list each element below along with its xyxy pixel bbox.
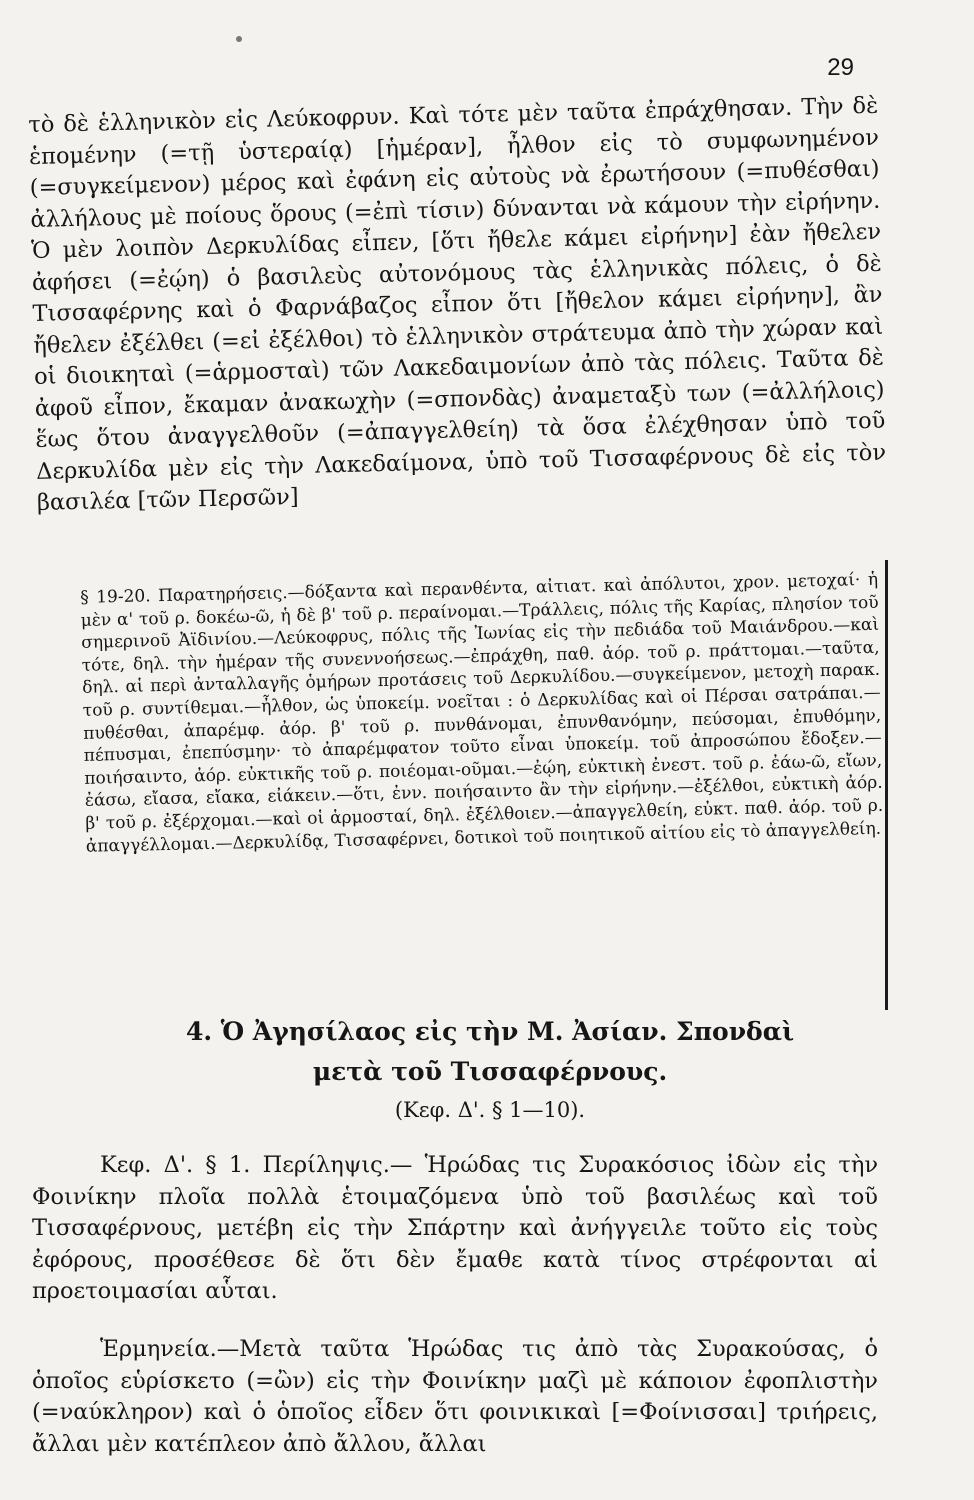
scan-dot-mark [236,36,242,42]
margin-rule [885,560,888,1010]
grammatical-notes [30,569,884,859]
notes-paragraph: § 19-20. Παρατηρήσεις.—δόξαντα καὶ περανθέντα, αἰτιατ. καὶ ἀπόλυτοι, χρον. μετοχαί· ἡ μὲν α' τοῦ ρ. δοκέω-ῶ, ἡ δὲ β' τοῦ ρ. περαίνομαι.—Τράλλεις, πόλις τῆς Καρίας, πλησίον τοῦ σημερινοῦ Ἀϊδινίου.—Λεύκοφρυς, πόλις τῆς Ἰωνίας εἰς τὴν πεδιάδα τοῦ Μαιάνδρου.—καὶ τότε, δηλ. τὴν ἡμέραν τῆς συνεννοήσεως.—ἐπράχθη, παθ. ἀόρ. τοῦ ρ. πράττομαι.—ταῦτα, δηλ. αἱ περὶ ἀνταλλαγῆς ὁμήρων προτάσεις τοῦ Δερκυλίδου.—συγκείμενον, μετοχὴ παρακ. τοῦ ρ. συντίθεμαι.—ἦλθον, ὡς ὑποκείμ. νοεῖται : ὁ Δερκυλίδας καὶ οἱ Πέρσαι σατράπαι.—πυθέσθαι, ἀπαρέμφ. ἀόρ. β' τοῦ ρ. πυνθάνομαι, ἐπυνθανόμην, πεύσομαι, ἐπυθόμην, πέπυσμαι, ἐπεπύσμην· τὸ ἀπαρέμφατον τοῦτο εἶναι ὑποκείμ. τοῦ ἀπροσώπου ἔδοξεν.—ποιήσαιντο, ἀόρ. εὐκτικῆς τοῦ ρ. ποιέομαι-οῦμαι.—ἐῴη, εὐκτικὴ ἐνεστ. τοῦ ρ. ἐάω-ῶ, εἴων, ἐάσω, εἴασα, εἴακα, εἰάκειν.—ὅτι, ἐνν. ποιήσαιντο ἂν τὴν εἰρήνην.—ἐξέλθοι, εὐκτικὴ ἀόρ. β' τοῦ ρ. ἐξέρχομαι.—καὶ οἱ ἁρμοσταί, δηλ. ἐξέλθοιεν.—ἀπαγγελθείη, εὐκτ. παθ. ἀόρ. τοῦ ρ. ἀπαγγέλλομαι.—Δερκυλίδᾳ, Τισσαφέρνει, δοτικοὶ τοῦ ποιητικοῦ αἰτίου εἰς τὸ ἀπαγγελθείη. [80,569,884,857]
summary-paragraph: Κεφ. Δ'. § 1. Περίληψις.— Ἡρώδας τις Συρακόσιος ἰδὼν εἰς τὴν Φοινίκην πλοῖα πολλὰ ἑτοιμαζόμενα ὑπὸ τοῦ βασιλέως καὶ τοῦ Τισσαφέρνους, μετέβη εἰς τὴν Σπάρτην καὶ ἀνήγγειλε τοῦτο εἰς τοὺς ἐφόρους, προσέθεσε δὲ ὅτι δὲν ἔμαθε κατὰ τίνος στρέφονται αἱ προετοιμασίαι αὗται. [32,1152,878,1304]
interpretation-paragraph: Ἑρμηνεία.—Μετὰ ταῦτα Ἡρώδας τις ἀπὸ τὰς Συρακούσας, ὁ ὁποῖος εὑρίσκετο (=ὢν) εἰς τὴν Φοινίκην μαζὶ μὲ κάποιον ἐφοπλιστὴν (=ναύκληρον) καὶ ὁ ὁποῖος εἶδεν ὅτι φοινικικαὶ [=Φοίνισσαι] τριήρεις, ἄλλαι μὲν κατέπλεον ἀπὸ ἄλλου, ἄλλαι [32,1336,878,1457]
interpretation-block [32,1334,878,1460]
section-heading-line1: 4. Ὁ Ἀγησίλαος εἰς τὴν Μ. Ἀσίαν. Σπονδαὶ [185,1017,795,1046]
section-reference: (Κεφ. Δ'. § 1—10). [394,1098,586,1122]
page-number: 29 [827,54,854,81]
commentary-block [28,91,887,520]
commentary-paragraph: τὸ δὲ ἑλληνικὸν εἰς Λεύκοφρυν. Καὶ τότε μὲν ταῦτα ἐπράχθησαν. Τὴν δὲ ἑπομένην (=τῇ ὑστεραίᾳ) [ἡμέραν], ἦλθον εἰς τὸ συμφωνημένον (=συγκείμενον) μέρος καὶ ἐφάνη εἰς αὐτοὺς νὰ ἐρωτήσουν (=πυθέσθαι) ἀλλήλους μὲ ποίους ὅρους (=ἐπὶ τίσιν) δύνανται νὰ κάμουν τὴν εἰρήνην. Ὁ μὲν λοιπὸν Δερκυλίδας εἶπεν, [ὅτι ἤθελε κάμει εἰρήνην] ἐὰν ἤθελεν ἀφήσει (=ἐῴη) ὁ βασιλεὺς αὐτονόμους τὰς ἑλληνικὰς πόλεις, ὁ δὲ Τισσαφέρνης καὶ ὁ Φαρνάβαζος εἶπον ὅτι [ἤθελον κάμει εἰρήνην], ἂν ἤθελεν ἐξέλθει (=εἰ ἐξέλθοι) τὸ ἑλληνικὸν στράτευμα ἀπὸ τὴν χώραν καὶ οἱ διοικηταὶ (=ἁρμοσταὶ) τῶν Λακεδαιμονίων ἀπὸ τὰς πόλεις. Ταῦτα δὲ ἀφοῦ εἶπον, ἔκαμαν ἀνακωχὴν (=σπονδὰς) ἀναμεταξὺ των (=ἀλλήλοις) ἕως ὅτου ἀναγγελθοῦν (=ἀπαγγελθείη) τὰ ὅσα ἐλέχθησαν ὑπὸ τοῦ Δερκυλίδα μὲν εἰς τὴν Λακεδαίμονα, ὑπὸ τοῦ Τισσαφέρνους δὲ εἰς τὸν βασιλέα [τῶν Περσῶν] [28,92,887,516]
section-heading [140,1012,840,1092]
section-heading-line2: μετὰ τοῦ Τισσαφέρνους. [312,1057,668,1086]
summary-block [32,1150,878,1308]
